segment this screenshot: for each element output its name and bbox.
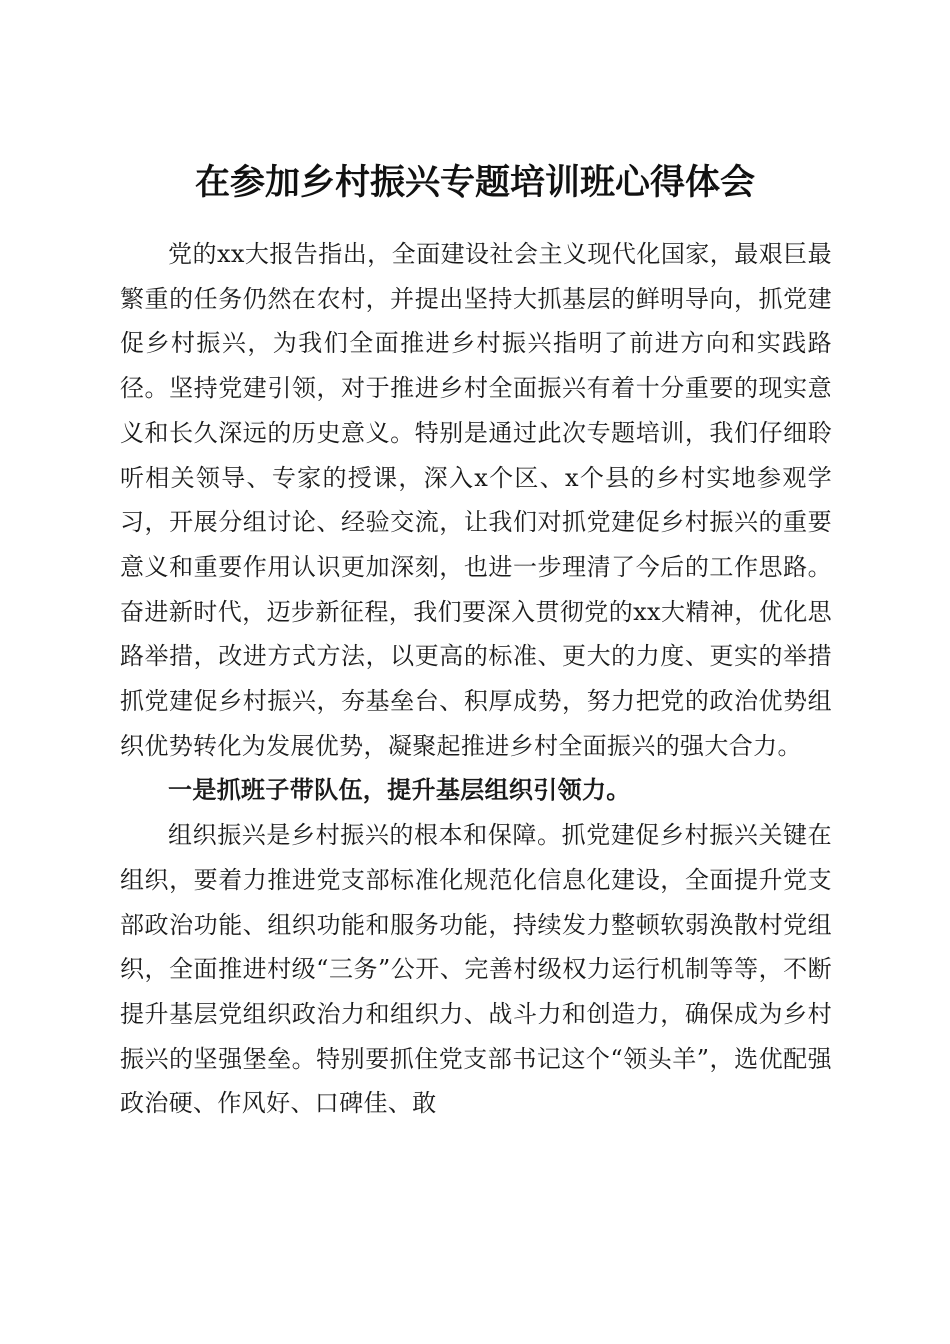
document-title: 在参加乡村振兴专题培训班心得体会 <box>194 162 755 204</box>
document-body <box>120 232 832 1126</box>
section-heading: 一是抓班子带队伍，提升基层组织引领力。 <box>168 775 631 805</box>
paragraph-intro: 党的xx大报告指出，全面建设社会主义现代化国家，最艰巨最繁重的任务仍然在农村，并提出坚持大抓基层的鲜明导向，抓党建促乡村振兴，为我们全面推进乡村振兴指明了前进方向和实践路径。坚持党建引领，对于推进乡村全面振兴有着十分重要的现实意义和长久深远的历史意义。特别是通过此次专题培训，我们仔细聆听相关领导、专家的授课，深入x个区、x个县的乡村实地参观学习，开展分组讨论、经验交流，让我们对抓党建促乡村振兴的重要意义和重要作用认识更加深刻，也进一步理清了今后的工作思路。奋进新时代，迈步新征程，我们要深入贯彻党的xx大精神，优化思路举措，改进方式方法，以更高的标准、更大的力度、更实的举措抓党建促乡村振兴，夯基垒台、积厚成势，努力把党的政治优势组织优势转化为发展优势，凝聚起推进乡村全面振兴的强大合力。 <box>120 240 832 760</box>
paragraph-organization: 组织振兴是乡村振兴的根本和保障。抓党建促乡村振兴关键在组织，要着力推进党支部标准化规范化信息化建设，全面提升党支部政治功能、组织功能和服务功能，持续发力整顿软弱涣散村党组织，全面推进村级“三务”公开、完善村级权力运行机制等等，不断提升基层党组织政治力和组织力、战斗力和创造力，确保成为乡村振兴的坚强堡垒。特别要抓住党支部书记这个“领头羊”，选优配强政治硬、作风好、口碑佳、敢 <box>120 821 832 1118</box>
